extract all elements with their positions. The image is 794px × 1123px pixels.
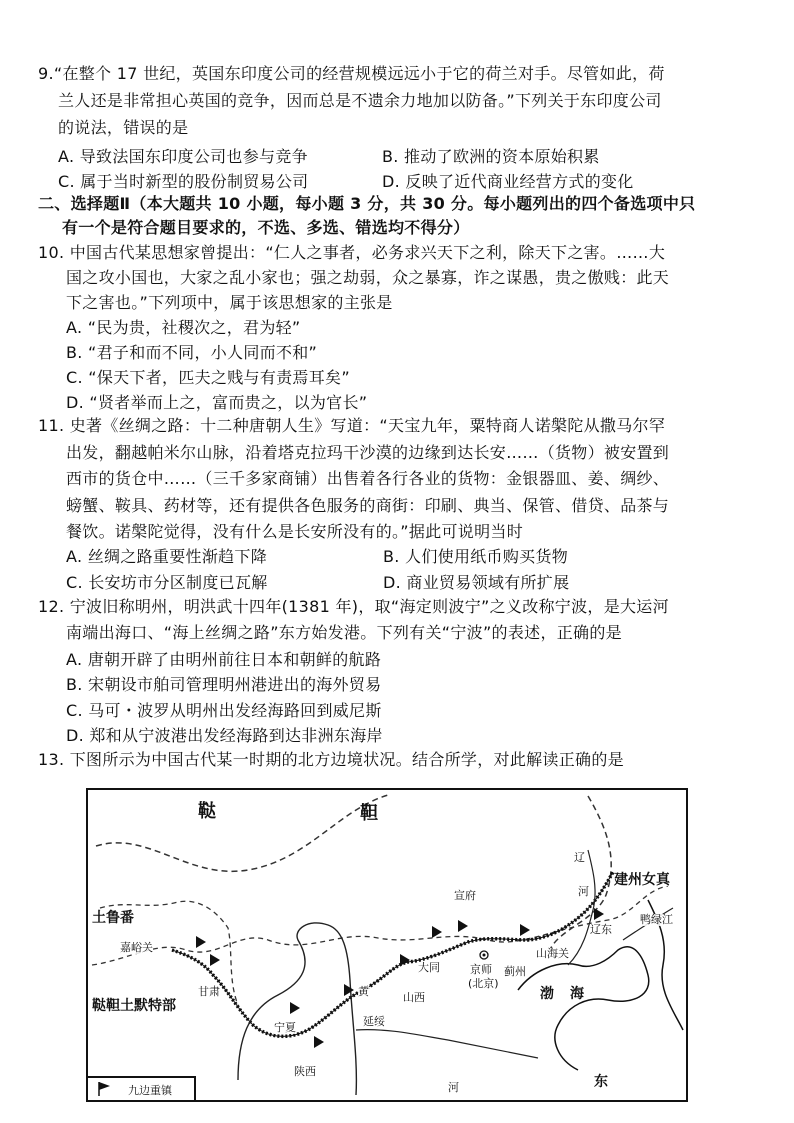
q9-option-d: D. 反映了近代商业经营方式的变化 <box>382 172 634 191</box>
q11-option-b: B. 人们使用纸币购买货物 <box>383 547 569 566</box>
label-jiayuguan: 嘉峪关 <box>120 941 153 954</box>
q10-stem-line3: 下之害也。”下列项中，属于该思想家的主张是 <box>66 293 393 312</box>
label-tata-right: 靼 <box>360 803 378 824</box>
flag-icon <box>594 908 604 920</box>
q12-stem-line1: 12. 宁波旧称明州，明洪武十四年(1381 年)，取“海定则波宁”之义改称宁波，是大运河 <box>38 597 669 616</box>
label-bohai-2: 海 <box>570 986 584 1002</box>
yellow-river-lower <box>356 1030 538 1058</box>
label-bohai-1: 渤 <box>540 986 554 1002</box>
border-map <box>86 788 688 1102</box>
frontier-dashed-line <box>96 795 388 871</box>
q11-option-a: A. 丝绸之路重要性渐趋下降 <box>66 547 268 566</box>
q12-stem-line2: 南端出海口、“海上丝绸之路”东方始发港。下列有关“宁波”的表述，正确的是 <box>66 623 622 642</box>
q10-option-b: B. “君子和而不同，小人同而不和” <box>66 343 318 362</box>
label-xuanfu: 宣府 <box>454 889 476 902</box>
label-jingshi: 京师 <box>470 963 492 976</box>
flag-icon <box>520 924 530 936</box>
label-tata-tumote: 鞑靼土默特部 <box>92 998 176 1014</box>
q9-option-c: C. 属于当时新型的股份制贸易公司 <box>58 172 309 191</box>
q9-stem-line1: 9.“在整个 17 世纪，英国东印度公司的经营规模远远小于它的荷兰对手。尽管如此，荷 <box>38 64 665 83</box>
q12-option-a: A. 唐朝开辟了由明州前往日本和朝鲜的航路 <box>66 650 382 669</box>
q9-stem-line3: 的说法，错误的是 <box>58 118 189 137</box>
q11-stem-line2: 出发，翻越帕米尔山脉，沿着塔克拉玛干沙漠的边缘到达长安……（货物）被安置到 <box>66 443 670 462</box>
q9-option-a: A. 导致法国东印度公司也参与竞争 <box>58 147 308 166</box>
map-drawing <box>88 790 686 1100</box>
q11-stem-line4: 螃蟹、鞍具、药材等，还有提供各色服务的商街：印刷、典当、保管、借贷、品茶与 <box>66 496 670 515</box>
q12-option-d: D. 郑和从宁波港出发经海路到达非洲东海岸 <box>66 726 383 745</box>
label-shanhaiguan: 山海关 <box>536 947 569 960</box>
label-huang: 黄 <box>358 985 369 998</box>
label-tata-left: 鞑 <box>198 801 216 822</box>
q13-stem: 13. 下图所示为中国古代某一时期的北方边境状况。结合所学，对此解读正确的是 <box>38 750 624 769</box>
flag-icon <box>210 954 220 966</box>
q10-stem-line2: 国之攻小国也，大家之乱小家也；强之劫弱，众之暴寡，诈之谋愚，贵之傲贱：此天 <box>66 268 670 287</box>
bohai-coast <box>518 947 649 1070</box>
label-ningxia: 宁夏 <box>274 1021 296 1034</box>
q11-stem-line5: 餐饮。诺槃陀觉得，没有什么是长安所没有的。”据此可说明当时 <box>66 522 523 541</box>
flag-icon <box>96 1080 116 1098</box>
map-legend <box>88 1076 196 1100</box>
label-dong: 东 <box>594 1074 608 1090</box>
q11-option-c: C. 长安坊市分区制度已瓦解 <box>66 573 268 592</box>
label-yansui: 延绥 <box>363 1015 385 1028</box>
label-datong: 大同 <box>418 961 440 974</box>
flag-icon <box>432 926 442 938</box>
q11-stem-line3: 西市的货仓中……（三千多家商铺）出售着各行各业的货物：金银器皿、姜、绸纱、 <box>66 469 670 488</box>
label-shanxi: 山西 <box>403 991 425 1004</box>
label-tulufan: 土鲁番 <box>92 910 134 926</box>
section2-heading-line1: 二、选择题Ⅱ（本大题共 10 小题，每小题 3 分，共 30 分。每小题列出的四个备选项中只 <box>38 194 696 213</box>
q10-stem-line1: 10. 中国古代某思想家曾提出：“仁人之事者，必务求兴天下之利，除天下之害。……大 <box>38 243 666 262</box>
q10-option-d: D. “贤者举而上之，富而贵之，以为官长” <box>66 393 368 412</box>
q10-option-a: A. “民为贵，社稷次之，君为轻” <box>66 318 301 337</box>
label-gansu: 甘肃 <box>198 985 220 998</box>
q12-option-c: C. 马可・波罗从明州出发经海路回到威尼斯 <box>66 701 382 720</box>
q11-stem-line1: 11. 史著《丝绸之路：十二种唐朝人生》写道：“天宝九年，粟特商人诺槃陀从撒马尔罕 <box>38 416 666 435</box>
legend-label: 九边重镇 <box>128 1084 172 1097</box>
label-yalu: 鸭绿江 <box>640 913 673 926</box>
section2-heading-line2: 有一个是符合题目要求的，不选、多选、错选均不得分） <box>62 218 470 237</box>
q12-option-b: B. 宋朝设市舶司管理明州港进出的海外贸易 <box>66 675 382 694</box>
flag-icon <box>458 920 468 932</box>
label-jizhou: 蓟州 <box>504 965 526 978</box>
q9-stem-line2: 兰人还是非常担心英国的竞争，因而总是不遗余力地加以防备。”下列关于东印度公司 <box>58 91 662 110</box>
flag-icon <box>314 1036 324 1048</box>
q11-option-d: D. 商业贸易领域有所扩展 <box>383 573 570 592</box>
label-beijing: (北京) <box>468 977 499 990</box>
label-liao-he-1: 辽 <box>574 851 585 864</box>
flag-icon <box>196 936 206 948</box>
label-he-bottom: 河 <box>448 1081 459 1094</box>
q9-option-b: B. 推动了欧洲的资本原始积累 <box>382 147 600 166</box>
label-liao-he-2: 河 <box>578 885 589 898</box>
label-shaanxi: 陕西 <box>294 1065 316 1078</box>
label-jianzhou-nvzhen: 建州女真 <box>614 872 670 888</box>
label-liaodong: 辽东 <box>590 923 612 936</box>
flag-icon <box>290 1002 300 1014</box>
q10-option-c: C. “保天下者，匹夫之贱与有责焉耳矣” <box>66 368 350 387</box>
